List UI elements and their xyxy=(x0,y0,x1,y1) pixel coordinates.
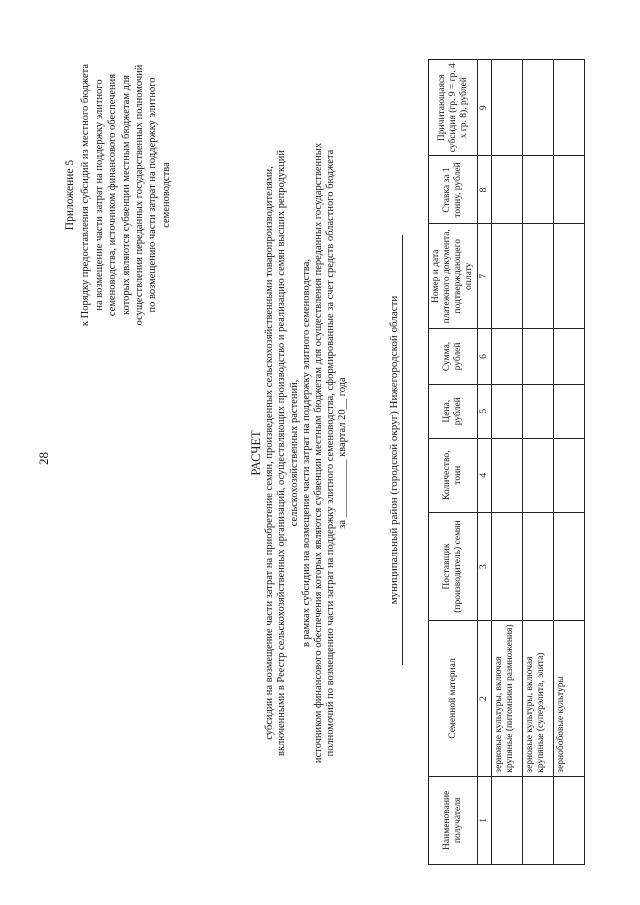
table-cell xyxy=(523,156,554,224)
column-number: 3 xyxy=(478,512,492,621)
page-number: 28 xyxy=(36,452,51,465)
header-seed-material: Семенной материал xyxy=(429,621,478,776)
municipality-label: муниципальный район (городской округ) Нижегородской области xyxy=(388,235,403,665)
table-cell xyxy=(554,438,585,512)
table-cell xyxy=(554,329,585,385)
table-cell xyxy=(554,384,585,438)
table-cell xyxy=(492,224,523,329)
header-quantity: Количество, тонн xyxy=(429,438,478,512)
table-cell xyxy=(492,512,523,621)
table-cell xyxy=(523,512,554,621)
header-recipient: Наименование получателя xyxy=(429,776,478,864)
table-row xyxy=(554,60,585,865)
table-cell xyxy=(554,60,585,157)
header-payment-document: Номер и дата платежного документа, подтверждающего оплату xyxy=(429,224,478,329)
column-number: 8 xyxy=(478,156,492,224)
table-cell xyxy=(492,60,523,157)
column-number: 5 xyxy=(478,384,492,438)
header-supplier: Поставщик (производитель) семян xyxy=(429,512,478,621)
seed-material-cell: зерновые культуры, включая крупяные (суперэлита, элита) xyxy=(523,621,554,776)
appendix-text: к Порядку предоставления субсидий из местного бюджета на возмещение части затрат на поддержку элитного семеноводства, источником финансового обеспечения которых являются субвенции местным бюджетам для осуществления переданных государственных полномочий по возмещению части затрат на поддержку элитного семеноводства xyxy=(80,63,172,327)
table-row xyxy=(523,60,554,865)
seed-material-cell: зерновые культуры, включая крупяные (питомники размножения) xyxy=(492,621,523,776)
column-number: 1 xyxy=(478,776,492,864)
header-sum: Сумма, рублей xyxy=(429,329,478,385)
table-cell xyxy=(523,224,554,329)
title-line-4: в рамках субсидии на возмещение части затрат на поддержку элитного семеноводства, xyxy=(300,258,312,648)
table-cell xyxy=(523,776,554,864)
table-cell xyxy=(492,329,523,385)
table-cell xyxy=(492,156,523,224)
table-cell xyxy=(523,438,554,512)
table-cell xyxy=(554,512,585,621)
table-cell xyxy=(492,438,523,512)
title-line-7: за ___________ квартал 20__ года xyxy=(337,377,349,529)
column-number: 4 xyxy=(478,438,492,512)
column-number: 9 xyxy=(478,60,492,157)
table-cell xyxy=(554,776,585,864)
table-cell xyxy=(523,329,554,385)
table-cell xyxy=(523,384,554,438)
header-rate: Ставка за 1 тонну, рублей xyxy=(429,156,478,224)
seed-material-cell: зернобобовые культуры xyxy=(554,621,585,776)
header-subsidy: Причитающаяся субсидия (гр. 9 = гр. 4 х гр. 8), рублей xyxy=(429,60,478,157)
table-cell xyxy=(554,224,585,329)
table-cell xyxy=(492,384,523,438)
title-line-3: сельскохозяйственных растений, xyxy=(288,379,300,527)
appendix-title: Приложение 5 xyxy=(64,159,76,231)
column-number: 2 xyxy=(478,621,492,776)
title-line-6: полномочий по возмещению части затрат на поддержку элитного семеноводства, сформированные за счет средств областного бюджета xyxy=(325,149,337,757)
column-number: 6 xyxy=(478,329,492,385)
column-number: 7 xyxy=(478,224,492,329)
table-header-row xyxy=(429,60,478,865)
document-title: РАСЧЕТ xyxy=(249,430,263,476)
title-line-5: источником финансового обеспечения которых являются субвенции местным бюджетам для осуществления переданных государственных xyxy=(313,142,325,764)
table-cell xyxy=(492,776,523,864)
header-price: Цена, рублей xyxy=(429,384,478,438)
table-cell xyxy=(523,60,554,157)
calculation-table xyxy=(428,59,585,865)
title-line-1: субсидии на возмещение части затрат на приобретение семян, произведенных сельскохозяйственными товаропроизводителями, xyxy=(264,166,276,740)
document-title-block xyxy=(250,13,350,893)
appendix-block xyxy=(64,59,173,331)
table-column-numbers-row xyxy=(478,60,492,865)
table-cell xyxy=(554,156,585,224)
table-row xyxy=(492,60,523,865)
title-line-2: включенными в Реестр сельскохозяйственных организаций, осуществляющих производство и реализацию семян высших репродукций xyxy=(276,150,288,757)
